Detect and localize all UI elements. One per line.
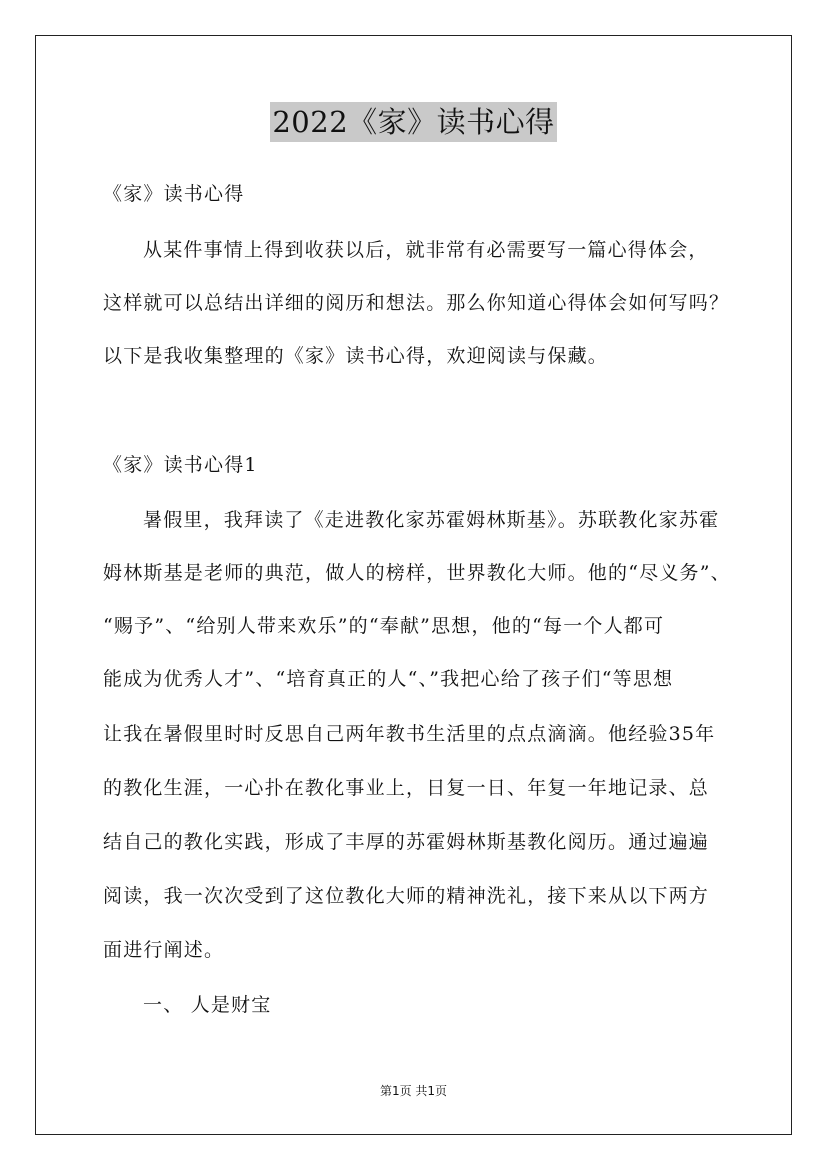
point-one-heading: 一、 人是财宝	[143, 994, 272, 1016]
title-container	[0, 102, 827, 142]
page-footer: 第1页 共1页	[379, 1084, 448, 1098]
paragraph-line: 的教化生涯，一心扑在教化事业上，日复一日、年复一年地记录、总	[103, 777, 710, 799]
paragraph-line: 阅读，我一次次受到了这位教化大师的精神洗礼，接下来从以下两方	[103, 885, 710, 907]
intro-line-1: 从某件事情上得到收获以后，就非常有必需要写一篇心得体会，	[143, 239, 709, 261]
paragraph-line: 结自己的教化实践，形成了丰厚的苏霍姆林斯基教化阅历。通过遍遍	[103, 831, 710, 853]
paragraph-line: 能成为优秀人才”、“培育真正的人“、”我把心给了孩子们“等思想	[103, 668, 674, 690]
section-heading-1: 《家》读书心得1	[103, 454, 258, 476]
paragraph-line: 面进行阐述。	[103, 939, 225, 961]
document-subtitle: 《家》读书心得	[103, 183, 245, 205]
paragraph-line: 让我在暑假里时时反思自己两年教书生活里的点点滴滴。他经验35年	[103, 723, 716, 745]
paragraph-line: 暑假里，我拜读了《走进教化家苏霍姆林斯基》。苏联教化家苏霍	[143, 509, 720, 531]
intro-line-2: 这样就可以总结出详细的阅历和想法。那么你知道心得体会如何写吗？	[103, 292, 730, 314]
paragraph-line: “赐予”、“给别人带来欢乐”的“奉献”思想，他的“每一个人都可	[103, 615, 665, 637]
paragraph-line: 姆林斯基是老师的典范，做人的榜样，世界教化大师。他的“尽义务”、	[103, 562, 731, 584]
document-title: 2022《家》读书心得	[270, 102, 556, 142]
intro-line-3: 以下是我收集整理的《家》读书心得，欢迎阅读与保藏。	[103, 345, 609, 367]
